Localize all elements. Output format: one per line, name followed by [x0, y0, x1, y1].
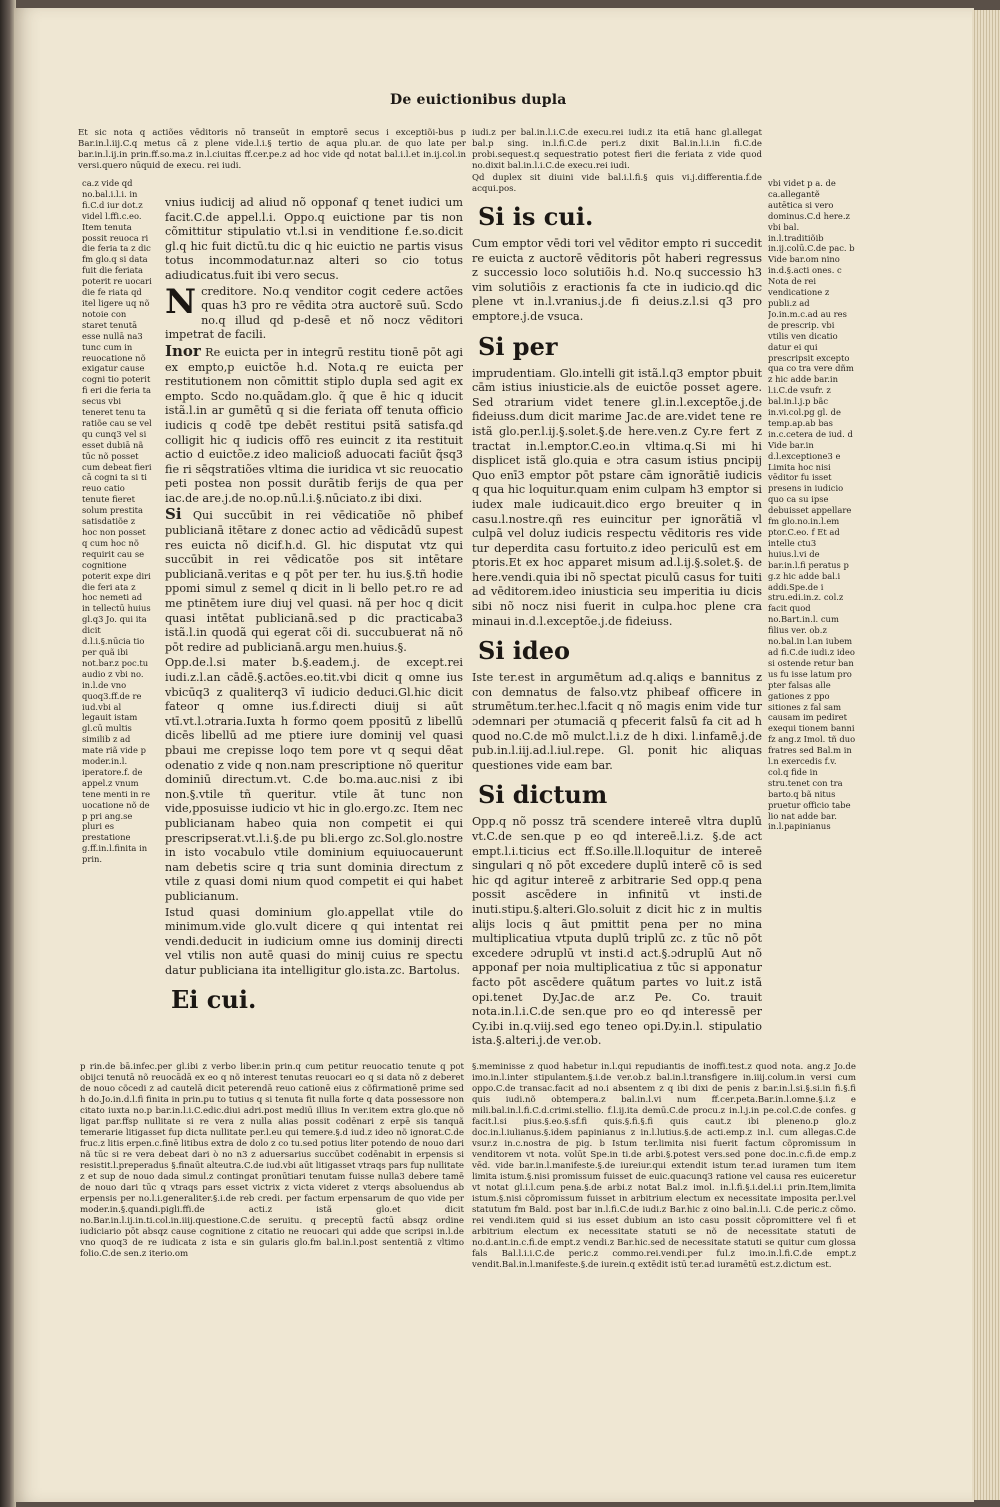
rubric-inor: Inor: [165, 341, 201, 360]
paragraph-1: vnius iudicij ad aliud nõ opponaf q tenet iudici um facit.C.de appel.l.i. Oppo.q euictione par tis non cõmittitur stipulatio vt.l.si in venditione f.e.so.dicit gl.q hic fuit dictū.tu dic q hic euictio ne partis visus totus incommodatur.naz alteri so cio totus adiudicatus.fuit ibi vero secus.: [165, 196, 463, 282]
drop-cap-n: N: [165, 281, 197, 322]
heading-ei-cui: Ei cui.: [171, 985, 257, 1015]
gloss-bottom-left-text: p rin.de bā.infec.per gl.ibi z verbo liber.in prin.q cum petitur reuocatio tenute q pot obijci tenutā nõ reuocādā ex eo q nõ interest tenutas reuocari eo q si data nõ z deberet de nouo cõcedi z ad cautelā dicit peterendā reuo cationē eius z cõfirmationē prime sed h do.Jo.in.d.l.fi finita in prin.pu to tutius q si tenuta fit nulla forte q data possessore non citato iuxta no.p bar.in.l.i.C.edic.diui adri.post mediū illius In ver.item extra glo.que nõ ligat par.ffsp nullitate si re vera z nulla alias possit codēnari z erpē sis tanquã temerarie litigasset fup dicta nullitate per.l.eu qui temere.§.d iud.z ideo nõ ignorat.C.de fruc.z litis erpen.c.finē litibus extra de dolo z co tu.sed potius liter potendo de nouo dari nã tūc si re vera debeat dari ò no n3 z aduersarius succūbet codēnabit in erpensis si resistit.l.preperadus §.finaūt alteutra.C.de iud.vbi aūt litigasset vtraqs pars fup nullitate z et sup de nouo dada simul.z contingat pronūtiari tenutam fuisse nulla3 debere tamē de nouo dari tūc q vtraqs pars esset victrix z victa videret z vterqs absoluendus ab erpensis per no.l.i.generaliter.§.i.de reb credi. per factum erpensarum de quo vide per moder.in.§.quandi.pigli.ffi.de acti.z istã glo.et dicit no.Bar.in.l.ij.in.ti.col.in.iiij.questione.C.de seruitu. q preceptū factū absqz ordine iudiciario pōt absqz cause cognitione z citatio ne reuocari qui adde que scripsi in.l.de vno quoq3 de re iudicata z ista e sin gularis glo.fm bal.in.l.post sententiã z vltimo folio.C.de sen.z iterio.om: [80, 1062, 464, 1259]
paragraph-right-3: Iste ter.est in argumētum ad.q.aliqs e bannitus z con demnatus de falso.vtz phibeaf officere in strumētum.ter.hec.l.facit q nõ magis enim vide tur ɔdemnari per ɔtumaciã q pfecerit falsū fa cit ad h quod no.C.de mõ mulct.l.i.z de h dixi. l.infamē.j.de pub.in.l.iij.ad.l.iul.repe. Gl. ponit hic aliquas questiones vide eam bar.: [472, 671, 762, 772]
marginal-gloss-left: [82, 178, 152, 1068]
gloss-right-top: iudi.z per bal.in.l.i.C.de execu.rei iudi.z ita etiā hanc gl.allegat bal.p sing. in.l.fi.C.de peri.z dixit Bal.in.l.i.in fi.C.de probi.sequest.q sequestratio potest fieri die feriata z vide quod no.dixit bal.in.l.i.C.de execu.rei iudi.: [472, 128, 762, 171]
paragraph-3: Inor Re euicta per in integrū restitu tionē pōt agi ex empto,p euictõe h.d. Nota.q re euicta per restitutionem non cōmittit stiplo dupla sed agit ex empto. Scdo no.quãdam.glo. q̃ que ē hic q iducit istã.l.in ar gumētū q si die feriata off tenuta officio iudicis q codē tpe debēt restitui psitã satisfa.qd colligit hic q iudicis offō res euincit z ita restituit actio d euictõe.z ideo malicioß aduocati faciūt q̃sq3 fie ri sēqstratiões vltima die iuridica vt sic reuocatio peti postea non possit durãtib ferijs de qua per iac.de are.j.de no.op.nū.l.i.§.nūciato.z ibi dixi.: [165, 341, 463, 505]
paragraph-right-2: imprudentiam. Glo.intelli git istã.l.q3 emptor pbuit cām istius iniusticie.als de euictõe posset agere. Sed ɔtrarium videt tenere gl.in.l.exceptõe.j.de fideiuss.dum dicit marime Jac.de are.videt tene re istã glo.per.l.ij.§.solet.§.de here.ven.z Cy.re fert z tractat in.l.emptor.C.eo.in vltima.q.Si mi hi displicet istã glo.quia e ɔtra casum istius pncipij Quo enī3 emptor pōt pstare cām ignorãtiē iudicis q qua hic loquitur.quam enim culpam h3 emptor si iudex male iudicauit.dico ergo breuiter q in casu.l.nostre.qñ res euincitur per ignorãtiã vl culpã vel doluz iudicis respectu vēditoris res vide tur deperdita casu fortuito.z ideo periculū est em ptoris.Et ex hoc apparet misum ad.l.ij.§.solet.§. de here.vendi.quia ibi nõ spectat piculū casus for tuiti ad vēditorem.ideo iniusticia seu imperitia iu dicis sibi nõ nocz nisi fuerit in culpa.hoc plene cra minaui in.d.l.exceptõe.j.de fideiuss.: [472, 366, 762, 628]
page-edges: [972, 10, 1000, 1500]
heading-si-ideo: Si ideo: [478, 636, 570, 666]
heading-si-dictum: Si dictum: [478, 780, 608, 810]
gloss-top-left: [78, 128, 466, 176]
paragraph-4: Si Qui succūbit in rei vēdicatiõe nõ phibef publicianā itētare z donec actio ad vēdicādū supest res euicta nõ dicif.h.d. Gl. hic disputat vtz qui succūbit in rei vēdicatõe pos sit intētare publicianā.veritas e q pōt per ter. hu ius.§.tñ hodie ppomi simul z semel q dicit in li bello pet.ro re ad me ptinētem iure diuj vel quasi. nã per hoc q dicit quasi intētat publicianā.sed p dic practicaba3 istã.l.in quodã qui egerat cõi di. succubuerat nã nõ pōt redire ad publicianā.argu men.huius.§.: [165, 505, 463, 654]
gloss-bottom-left: [80, 1062, 464, 1360]
running-head: De euictionibus dupla: [390, 92, 567, 108]
main-column-left: [165, 196, 463, 1044]
marginal-gloss-left-text: ca.z vide qd no.bal.i.l.i. in fi.C.d iur dot.z videl l.ffi.c.eo. Item tenuta possit reuoca ri die feria ta z dic fm glo.q si data fuit die feriata poterit re uocari die fe riata qd itel ligere uq nõ notoie con staret tenutā esse nullā na3 tunc cum in reuocatione nõ exigatur cause cogni tio poterit fi eri die feria ta secus vbi teneret tenu ta ratiõe cau se vel qu cunq3 vel si esset dubiā nã tūc nõ posset cum debeat fieri cā cogni ta si ti reuo catio tenute fieret solum prestita satisdatiõe z hoc non posset q cum hoc nõ requirit cau se cognitione poterit expe diri die feri ata z hoc nemeti ad in tellectū huius gl.q3 Jo. qui ita dicit d.l.i.§.nūcia tio per quã ibi not.bar.z poc.tu audio z vbi no. in.l.de vno quoq3.ff.de re iud.vbi al legauit istam gl.cū multis similib z ad mate riã vide p moder.in.l. iperatore.f. de appel.z vnum tene menti in re uocatione nõ de p pri ang.se pluri es prestatione g.ff.in.l.finita in prin.: [82, 178, 152, 865]
gloss-bottom-right-text: §.meminisse z quod habetur in.l.qui repudiantis de inoffi.test.z quod nota. ang.z Jo.de imo.in.l.inter stipulantem.§.i.de ver.ob.z bal.in.l.transfigere in.iiij.colum.in versi cum oppo.C.de transac.facit ad no.i absentem z q ibi dixi de penis z bar.in.l.si.§.si.in fi.§.fi quis iudi.nõ obtempera.z bal.in.l.vi num ff.cer.peta.Bar.in.l.omne.§.i.z e mili.bal.in.l.fi.C.d.crimi.stellio. f.l.ij.ita demū.C.de procu.z in.l.j.in pe.col.C.de confes. g facit.l.si pius.§.eo.§.sf.fi quis.§.fi.§.fi quis caut.z ibi pleneno.p glo.z doc.in.l.iulianus.§.idem papinianus z in.l.lutius.§.de acti.emp.z in.l. cum allegas.C.de vsur.z in.c.nostra de pig. b Istum ter.limita nisi fuerit factum cõpromissum in venditorem vt nota. volūt Spe.in ti.de arbi.§.potest vers.sed pone doc.in.c.fi.de emp.z vēd. vide bar.in.l.manifeste.§.de iureiur.qui extendit istum ter.ad iuramen tum item limita istum.§.nisi promissum fuisset de euic.quacunq3 ratione vel causa res euiceretur vt notat gl.i.l.cum pena.§.de arbi.z notat Bal.z imol. in.l.fi.§.i.del.i.i prin.Item,limita istum.§.nisi cõpromissum fuisset in arbitrium electum ex necessitate imposita per.l.vel statutum fm Bald. post bar in.l.fi.C.de iudi.z Bar.hic z oino bal.in.l.i. C.de peric.z cõmo. rei vendi.item quid si ius esset dubium an isto casu possit cõpromittere vel fi et arbitrium electum ex necessitate statuti se nõ de necessitate statuti de no.d.ant.in.c.fi.de empt.z vendi.z Bar.hic.sed de necessitate statuti se quitur cum glossa fals Bal.l.i.i.C.de peric.z commo.rei.vendi.per ful.z imo.in.l.fi.C.de empt.z vendit.Bal.in.l.manifeste.§.de iurein.q extēdit istū ter.ad iuramētū est.z.dictum est.: [472, 1062, 856, 1270]
paragraph-6: Istud quasi dominium glo.appellat vtile do minimum.vide glo.vult dicere q qui intentat rei vendi.deducit in iudicium omne ius dominij directi vel vtilis non autē quasi do minij cuius re spectu datur publiciana ita intelligitur glo.ista.zc. Bartolus.: [165, 905, 463, 977]
marginal-gloss-right: [768, 178, 856, 1038]
paragraph-2: Ncreditore. No.q venditor cogit cedere actões quas h3 pro re vēdita ɔtra auctorē suū. Scdo no.q illud qd p-desē et nõ nocz vēditori impetrat de facili.: [165, 281, 463, 342]
gloss-right-duplex: Qd duplex sit diuini vide bal.i.l.fi.§ quis vi.j.differentia.f.de acqui.pos.: [472, 173, 762, 194]
paragraph-right-1: Cum emptor vēdi tori vel vēditor empto ri succedit re euicta z auctorē vēditoris pōt haberi regressus z successio loco solutiõis h.d. No.q successio h3 vim solutiõis z eractionis fa cte in iudicio.qd dic plene vt in.l.vranius.j.de fi deius.z.l.si q3 pro emptore.j.de vsuca.: [472, 237, 762, 323]
heading-si-per: Si per: [478, 331, 558, 361]
paragraph-right-4: Opp.q nõ possz trā scendere intereē vltra duplū vt.C.de sen.que p eo qd intereē.l.i.z. §.de act empt.l.i.ticius ect ff.So.ille.ll.loquitur de intereē singulari q nõ pōt excedere duplū interē cō is sed hic qd agitur intereē z arbitrarie Sed opp.q pena possit ascēdere in infinitū vt insti.de inuti.stipu.§.alteri.Glo.soluit z dicit hic z in multis alijs locis q ãut pmittit pena per no mina multiplicatiua vtputa duplū triplū zc. z tūc nõ pōt excedere ɔdruplū vt insti.d act.§.ɔdruplū Aut nõ apponaf per noia multiplicatiua z tūc si apponatur facto pōt ascēdere quãtum partes vo luit.z istã opi.tenet Dy.Jac.de ar.z Pe. Co. trauit nota.in.l.i.C.de sen.que pro eo qd interessē per Cy.ibi in.q.viij.sed ego teneo opi.Dy.in.l. stipulatio ista.§.alteri.j.de ver.ob.: [472, 815, 762, 1048]
main-column-right: [472, 128, 762, 1056]
marginal-gloss-right-text: vbi videt p a. de ca.allegantẽ autētica si vero dominus.C.d here.z vbi bal. in.l.traditiõib in.ij.colū.C.de pac. b Vide bar.om nino in.d.§.acti ones. c Nota de rei vendicatione z publi.z ad Jo.in.m.c.ad au res de prescrip. vbi vtilis ven dicatio datur ei qui prescripsit excepto qua co tra vere dñm z hic adde bar.in l.i.C.de vsufr. z bal.in.l.j.p bãc in.vi.col.pg gl. de temp.ap.ab bas in.c.cetera de iud. d Vide bar.in d.l.exceptione3 e Limita hoc nisi vēditor fu isset presens in iudicio quo ca su ipse debuisset appellare fm glo.no.in.l.em ptor.C.eo. f Et ad intelle ctu3 huius.l.vi de bar.in.l.fi peratus p g.z hic adde bal.i addi.Spe.de i stru.edi.in.z. col.z facit quod no.Bart.in.l. cum filius ver. ob.z no.bal.in l.an iubem ad fi.C.de iudi.z ideo si ostende retur ban us fu isse latum pro pter falsas alle gationes z ppo sitiones z fal sam causam im pediret exequi tionem banni fz ang.z Imol. tñ duo fratres sed Bal.m in l.n exercedis f.v. col.q fide in stru.tenet con tra barto.q bã nitus pruetur officio tabe lio nat adde bar. in.l.papinianus: [768, 178, 856, 832]
paragraph-5: Opp.de.l.si mater b.§.eadem.j. de except.rei iudi.z.l.an cādē.§.actões.eo.tit.vbi dicit q omne ius vbicūq3 z qualiterq3 vī iudicio deduci.Gl.hic dicit fateor q omne ius.f.directi diuij si aūt vtī.vt.l.ɔtraria.Iuxta h formo qoem ppositū z libellū dicēs libellū ad me ptiere iure dominij vel quasi pbaui me crepisse loqo tem pore vt q sequi dēat odenatio z vide q non.nam prescriptione nõ queritur dominiū directum.vt. C.de bo.ma.auc.nisi z ibi non.§.vtile tñ queritur. vtile ãt tunc non vide,pposuisse iudicio vt hic in glo.ergo.zc. Item nec publicianam habeo quia non competit ei qui prescripserat.vt.l.i.§.de pu bli.ergo zc.Sol.glo.nostre in isto vocabulo vtile dominium equiuocauerunt nam debetis scire q tria sunt dominia directum z vtile z quasi domi nium quod competit ei qui habet publicianum.: [165, 656, 463, 903]
gloss-top-left-text: Et sic nota q actiões vēditoris nō transeūt in emptorē secus i exceptiõi-bus p Bar.in.l.iij.C.q metus cā z plene vide.l.i.§ tertio de aqua plu.ar. de quo late per bar.in.l.ij.in prin.ff.so.ma.z in.l.ciuitas ff.cer.pe.z ad hoc vide qd notat bal.i.l.et in.ij.col.in versi.quero nūquid de execu. rei iudi.: [78, 128, 466, 171]
rubric-si: Si: [165, 505, 182, 524]
gloss-bottom-right: [472, 1062, 856, 1332]
heading-si-is-cui: Si is cui.: [478, 202, 594, 231]
